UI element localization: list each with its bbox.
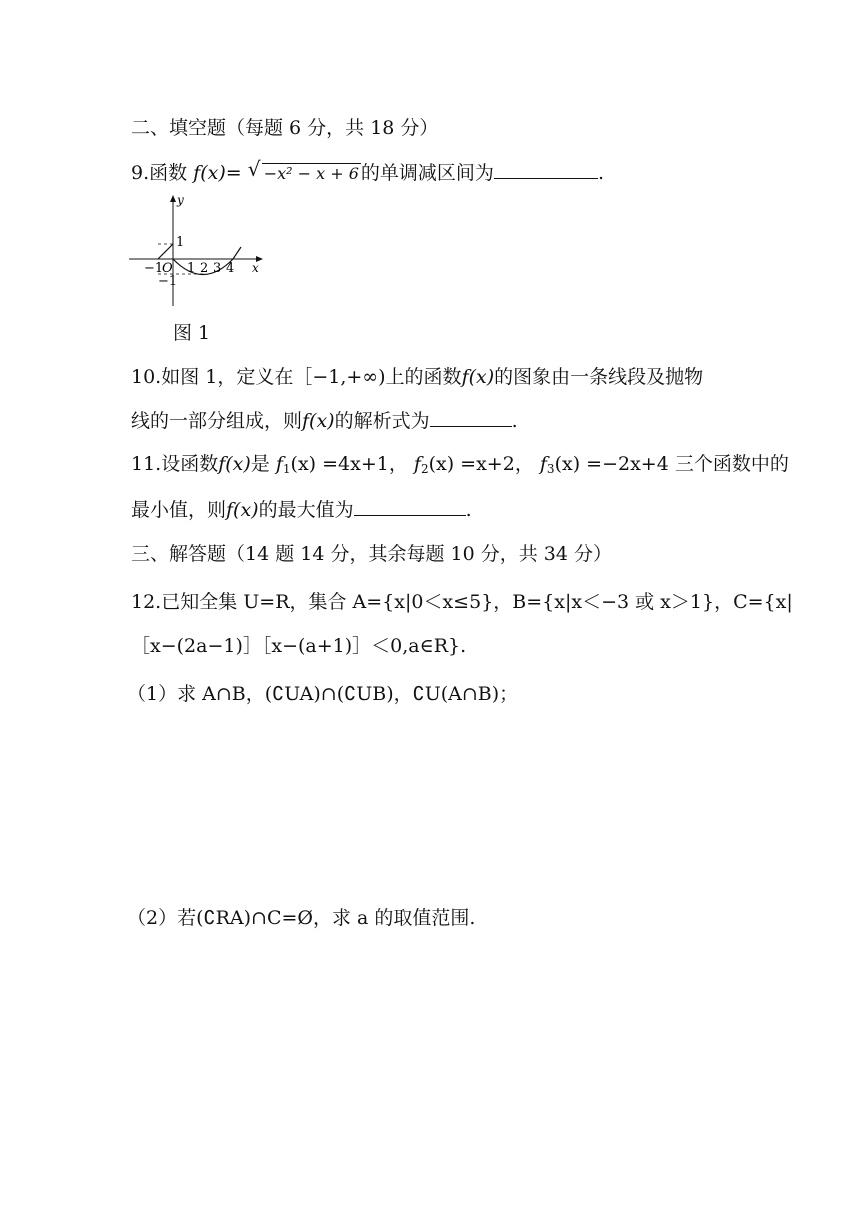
q11-f2-sub: 2	[420, 462, 429, 476]
q10-fx: f(x)	[461, 366, 495, 388]
question-12-line-1: 12.已知全集 U=R，集合 A={x|0＜x≤5}，B={x|x＜−3 或 x＞1}，C={x|	[131, 591, 793, 613]
q9-sqrt-expression: √ −x² − x + 6	[247, 157, 359, 183]
q11-text-a: 11.设函数	[131, 453, 219, 475]
q11-f1-sub: 1	[282, 462, 291, 476]
tick-y-1: 1	[176, 235, 185, 250]
q9-prefix: 9.函数	[131, 162, 194, 184]
tick-x-neg1: −1	[144, 261, 164, 276]
line-segment	[158, 244, 173, 259]
q11-answer-blank	[354, 497, 466, 516]
tick-y-neg1: −1	[158, 274, 178, 289]
section-heading-fill-in: 二、填空题（每题 6 分，共 18 分）	[131, 117, 439, 139]
question-11-line-2	[131, 497, 472, 523]
x-axis-label: x	[252, 261, 259, 275]
q11-f1: f	[275, 453, 283, 475]
tick-x-4: 4	[226, 261, 235, 276]
q9-eq: =	[225, 162, 248, 184]
question-12-part-2: （2）若(∁RA)∩C=Ø，求 a 的取值范围.	[127, 907, 476, 929]
tick-x-2: 2	[200, 261, 209, 276]
q10-text-d: 的解析式为	[334, 410, 430, 432]
q10-answer-blank	[430, 408, 512, 427]
tick-x-1: 1	[187, 261, 196, 276]
q9-suffix: 的单调减区间为	[360, 162, 494, 184]
q11-text-d: 的最大值为	[258, 499, 354, 521]
q10-text-a: 10.如图 1，定义在［−1,+∞)上的函数	[131, 366, 462, 388]
q11-f2: f	[413, 453, 421, 475]
y-axis-arrow	[170, 195, 176, 202]
y-axis-label: y	[177, 193, 184, 207]
question-12-line-2: ［x−(2a−1)］［x−(a+1)］＜0,a∈R}.	[131, 635, 467, 657]
q10-text-c: 线的一部分组成，则	[131, 410, 303, 432]
q11-text-c: 最小值，则	[131, 499, 227, 521]
q10-end: .	[511, 410, 518, 432]
question-10-line-1	[131, 364, 703, 390]
q9-sqrt-content: −x² − x + 6	[263, 164, 359, 183]
tick-x-3: 3	[213, 261, 222, 276]
figure-1-caption: 图 1	[173, 322, 211, 344]
q9-answer-blank	[494, 160, 598, 179]
origin-label: O	[162, 261, 173, 276]
q9-end: .	[597, 162, 604, 184]
question-11-line-1	[131, 451, 789, 482]
q10-fx-2: f(x)	[302, 410, 335, 432]
q11-fx: f(x)	[218, 453, 251, 475]
q10-text-b: 的图象由一条线段及抛物	[494, 366, 704, 388]
q11-end: .	[465, 499, 472, 521]
q11-f2-def: (x) =x+2，	[428, 453, 534, 475]
q11-f3-def: (x) =−2x+4 三个函数中的	[554, 453, 789, 475]
q9-fx: f(x)	[193, 162, 226, 184]
question-9	[131, 157, 604, 187]
question-10-line-2	[131, 408, 518, 434]
q11-f1-def: (x) =4x+1，	[290, 453, 408, 475]
figure-1-graph	[125, 190, 275, 310]
q11-fx-2: f(x)	[226, 499, 259, 521]
q11-f3: f	[539, 453, 547, 475]
q11-f3-sub: 3	[546, 462, 555, 476]
section-heading-solutions: 三、解答题（14 题 14 分，其余每题 10 分，共 34 分）	[131, 543, 612, 565]
question-12-part-1: （1）求 A∩B，(∁UA)∩(∁UB)，∁U(A∩B)；	[127, 683, 519, 705]
q11-text-b: 是	[250, 453, 270, 475]
